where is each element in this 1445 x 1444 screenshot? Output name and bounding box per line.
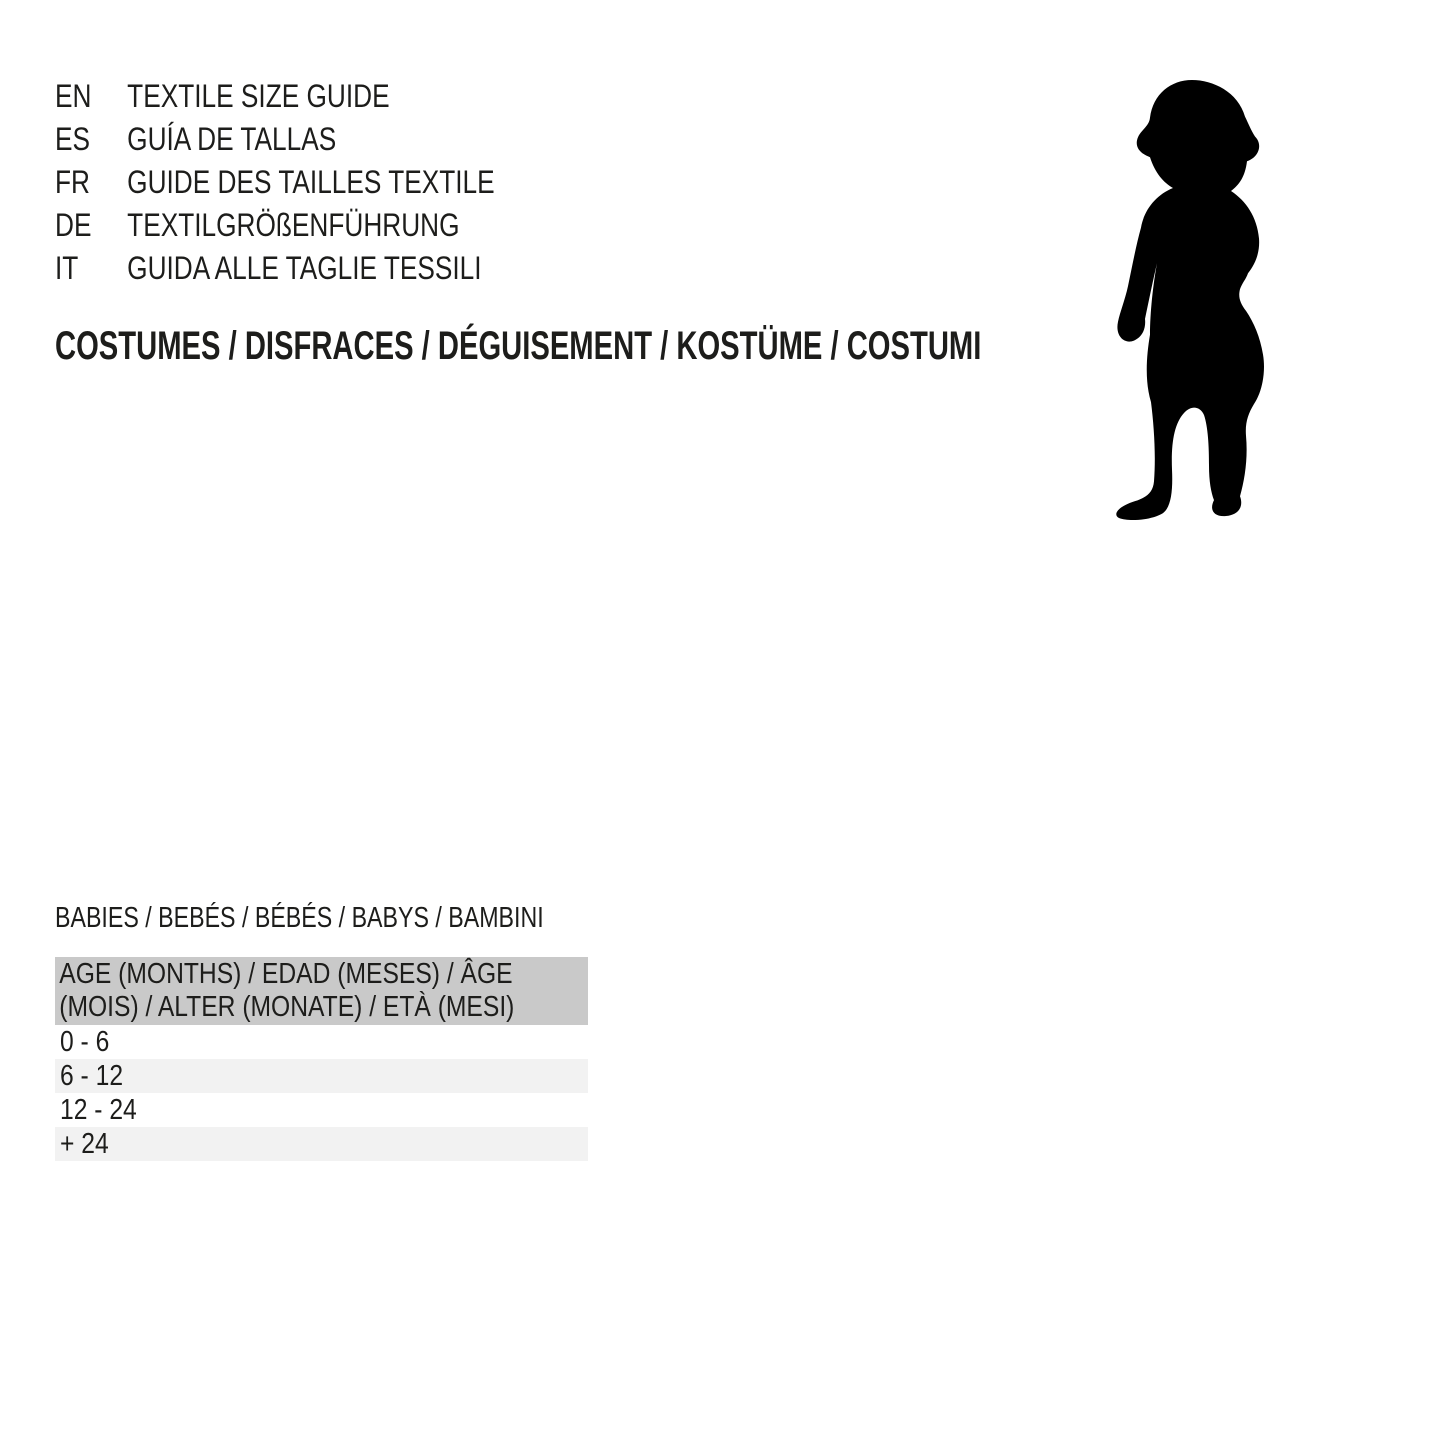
age-table-row-value: 0 - 6 bbox=[60, 1026, 110, 1058]
size-table-section-title bbox=[55, 900, 666, 936]
age-table-row bbox=[55, 1059, 588, 1093]
language-code: EN bbox=[55, 78, 92, 114]
size-table-section-title-text: BABIES / BEBÉS / BÉBÉS / BABYS / BAMBINI bbox=[55, 902, 544, 934]
language-guide-list bbox=[55, 75, 591, 290]
language-label: TEXTILE SIZE GUIDE bbox=[127, 78, 390, 114]
language-guide-item bbox=[55, 75, 495, 118]
age-table-row bbox=[55, 1093, 588, 1127]
language-label: GUIDA ALLE TAGLIE TESSILI bbox=[127, 250, 482, 286]
language-code: ES bbox=[55, 121, 91, 157]
category-title-text: COSTUMES / DISFRACES / DÉGUISEMENT / KOSTÜME / COSTUMI bbox=[55, 324, 982, 368]
language-code: DE bbox=[55, 207, 92, 243]
age-table-row bbox=[55, 1127, 588, 1161]
age-table-row-value: 6 - 12 bbox=[60, 1060, 124, 1092]
language-guide-item bbox=[55, 247, 495, 290]
language-guide-item bbox=[55, 204, 495, 247]
language-code: FR bbox=[55, 164, 90, 200]
baby-silhouette-shape bbox=[1116, 80, 1264, 520]
language-label: GUIDE DES TAILLES TEXTILE bbox=[127, 164, 495, 200]
baby-silhouette-graphic bbox=[1088, 75, 1288, 521]
language-label: GUÍA DE TALLAS bbox=[127, 121, 337, 157]
language-guide-item bbox=[55, 161, 495, 204]
language-label: TEXTILGRÖßENFÜHRUNG bbox=[127, 207, 460, 243]
age-table-header bbox=[55, 957, 588, 1025]
age-table-row-value: 12 - 24 bbox=[60, 1094, 137, 1126]
age-table-row-value: + 24 bbox=[60, 1128, 109, 1160]
baby-silhouette bbox=[1088, 75, 1288, 521]
language-code: IT bbox=[55, 250, 79, 286]
age-table-header-text: AGE (MONTHS) / EDAD (MESES) / ÂGE (MOIS) / ALTER (MONATE) / ETÀ (MESI) bbox=[59, 958, 515, 1023]
language-guide-item bbox=[55, 118, 495, 161]
age-size-table bbox=[55, 1025, 588, 1161]
age-table-row bbox=[55, 1025, 588, 1059]
